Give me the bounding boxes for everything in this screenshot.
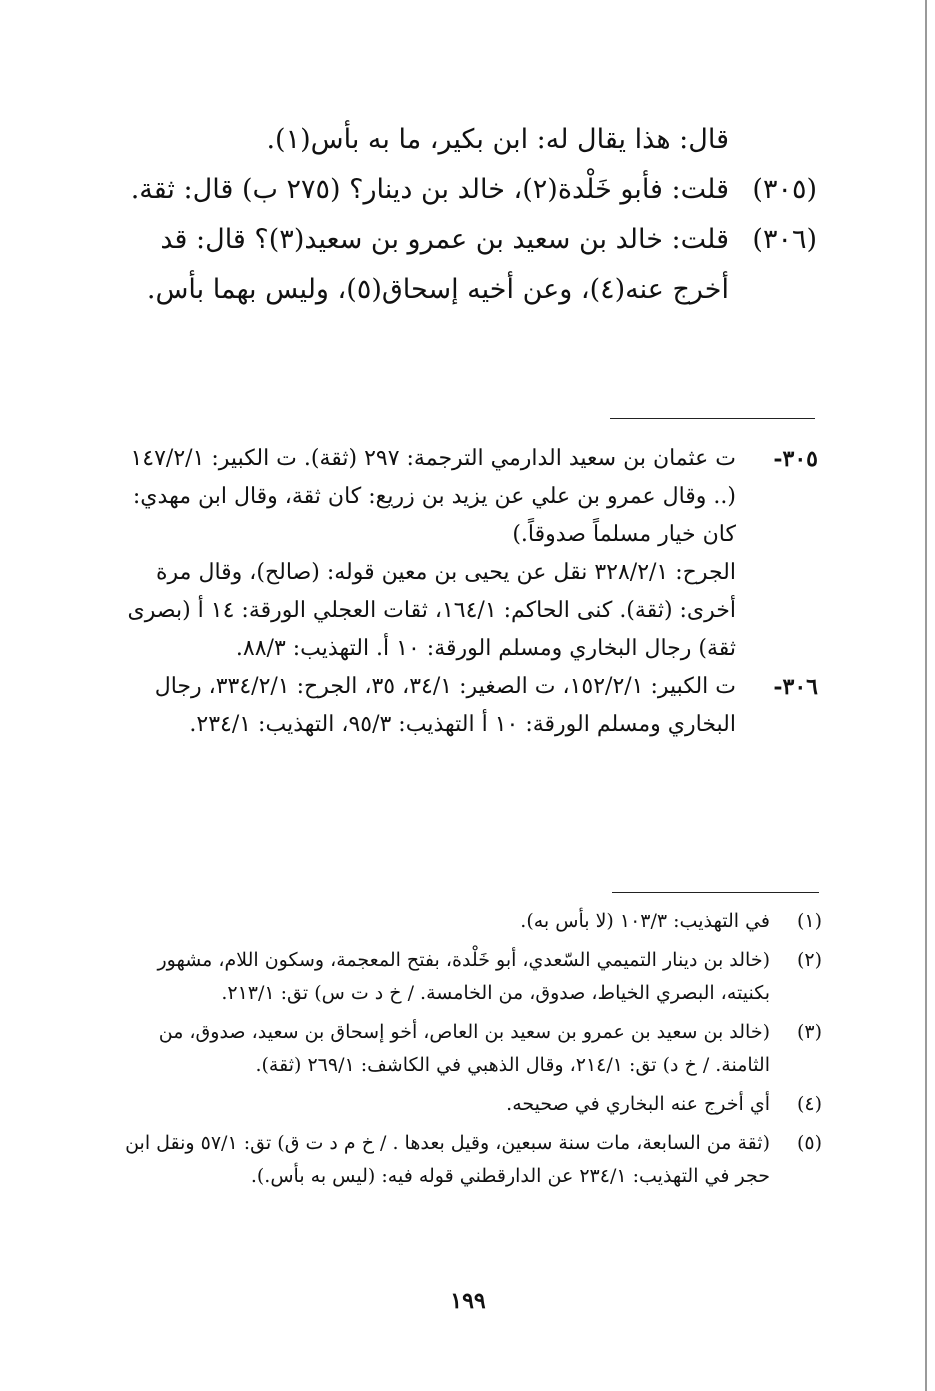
footnote-1 xyxy=(118,905,822,938)
commentary-paragraph: ت عثمان بن سعيد الدارمي الترجمة: ٢٩٧ (ثقة). ت الكبير: ١٤٧/٢/١ (.. وقال عمرو بن علي عن يزيد بن زريع: كان ثقة، وقال ابن مهدي: كان خيار مسلماً صدوقاً.) xyxy=(130,446,736,547)
commentary-paragraph: ت الكبير: ١٥٢/٢/١، ت الصغير: ٣٤/١، ٣٥، الجرح: ٣٣٤/٢/١، رجال البخاري ومسلم الورقة: ١٠ أ التهذيب: ٩٥/٣، التهذيب: ٢٣٤/١. xyxy=(154,674,736,737)
commentary-306 xyxy=(120,668,818,744)
footnote-text: (ثقة من السابعة، مات سنة سبعين، وقيل بعدها . / خ م د ت ق) تق: ٥٧/١ ونقل ابن حجر في التهذيب: ٢٣٤/١ عن الدارقطني قوله فيه: (ليس به بأس.). xyxy=(125,1132,770,1187)
page-number: ١٩٩ xyxy=(450,1288,486,1314)
footnote-separator xyxy=(612,892,819,893)
footnote-text: (خالد بن سعيد بن عمرو بن سعيد بن العاص، أخو إسحاق بن سعيد، صدوق، من الثامنة. / خ د) تق: ٢١٤/١، وقال الذهبي في الكاشف: ٢٦٩/١ (ثقة). xyxy=(158,1021,770,1076)
commentary-paragraph: الجرح: ٣٢٨/٢/١ نقل عن يحيى بن معين قوله: (صالح)، وقال مرة أخرى: (ثقة). كنى الحاكم: ١٦٤/١، ثقات العجلي الورقة: ١٤ أ (بصرى ثقة) رجال البخاري ومسلم الورقة: ١٠ أ. التهذيب: ٨٨/٣. xyxy=(127,560,736,661)
footnotes xyxy=(118,905,822,1199)
footnote-text: (خالد بن دينار التميمي السّعدي، أبو خَلْدة، بفتح المعجمة، وسكون اللام، مشهور بكنيته، البصري الخياط، صدوق، من الخامسة. / خ د ت س) تق: ٢١٣/١. xyxy=(157,949,770,1004)
footnote-number: (٥) xyxy=(796,1132,822,1154)
footnote-number: (٣) xyxy=(796,1021,822,1043)
commentary-305 xyxy=(120,440,818,668)
entry-305 xyxy=(105,165,817,215)
page-edge-line xyxy=(925,0,927,1391)
entry-number: (٣٠٦) xyxy=(752,224,817,255)
footnote-number: (١) xyxy=(796,910,822,932)
footnote-2 xyxy=(118,944,822,1010)
footnote-5 xyxy=(118,1127,822,1193)
footnote-number: (٤) xyxy=(796,1093,822,1115)
footnote-text: أي أخرج عنه البخاري في صحيحه. xyxy=(506,1093,770,1115)
footnote-number: (٢) xyxy=(796,949,822,971)
footnote-3 xyxy=(118,1016,822,1082)
entry-306 xyxy=(105,215,817,315)
footnote-4 xyxy=(118,1088,822,1121)
footnote-text: في التهذيب: ١٠٣/٣ (لا بأس به). xyxy=(520,910,770,932)
commentary-separator xyxy=(610,418,815,419)
entry-text: قلت: فأبو خَلْدة(٢)، خالد بن دينار؟ (٢٧٥ ب) قال: ثقة. xyxy=(130,174,729,205)
commentary-number: ٣٠٥- xyxy=(773,446,818,472)
commentary-number: ٣٠٦- xyxy=(773,674,818,700)
intro-line: قال: هذا يقال له: ابن بكير، ما به بأس(١). xyxy=(266,124,729,155)
commentary-block xyxy=(120,440,818,744)
entry-text: قلت: خالد بن سعيد بن عمرو بن سعيد(٣)؟ قال: قد أخرج عنه(٤)، وعن أخيه إسحاق(٥)، وليس بهما بأس. xyxy=(146,224,729,305)
entry-number: (٣٠٥) xyxy=(752,174,817,205)
main-text xyxy=(105,115,817,315)
